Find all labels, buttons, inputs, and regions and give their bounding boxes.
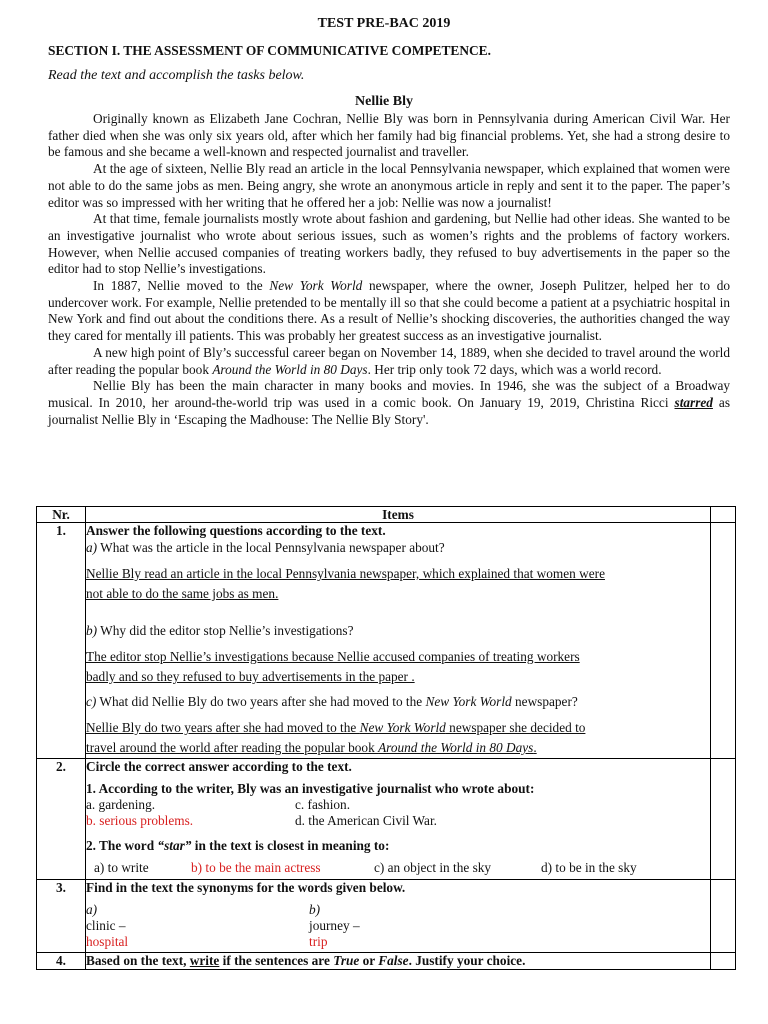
score-cell	[711, 759, 736, 880]
option-c[interactable]: c. fashion.	[295, 797, 351, 812]
synonym-a-answer[interactable]: hospital	[86, 934, 129, 949]
paragraph-1: Originally known as Elizabeth Jane Cochran, Nellie Bly was born in Pennsylvania during American Civil War. Her father died when she was only six years old, after which her family had big financial problems. Yet, she had a strong desire to be famous and she became a well-known and respected journalist and traveller.	[48, 111, 730, 160]
answer-b[interactable]: The editor stop Nellie’s investigations because Nellie accused companies of treating workers badly and so they refused to buy advertisements in the paper .	[86, 649, 580, 684]
score-cell	[711, 880, 736, 953]
option-a[interactable]: a. gardening.	[86, 797, 156, 812]
item-2-content	[86, 759, 711, 880]
item-1-content	[86, 523, 711, 759]
options-row-2	[86, 813, 710, 829]
test-title: TEST PRE-BAC 2019	[317, 16, 451, 31]
option-d[interactable]: d. the American Civil War.	[295, 813, 437, 828]
paragraph-6: Nellie Bly has been the main character in many books and movies. In 1946, she was the subject of a Broadway musical. In 2010, her around-the-world trip was used in a comic book. On January 19, 2019, Christina Ricci starred as journalist Nellie Bly in ‘Escaping the Madhouse: The Nellie Bly Story'.	[48, 378, 730, 427]
story-title: Nellie Bly	[355, 94, 413, 109]
item-row-3	[37, 880, 736, 953]
item-number: 3.	[37, 880, 86, 953]
option-object-sky[interactable]: c) an object in the sky	[374, 860, 492, 875]
item-4-prompt: Based on the text, write if the sentences are True or False. Justify your choice.	[86, 953, 711, 970]
paragraph-2: At the age of sixteen, Nellie Bly read an article in the local Pennsylvania newspaper, which explained that women were not able to do the same jobs as men. Being angry, she wrote an anonymous article in reply and sent it to the paper. The paper’s editor was so impressed with her writing that he offered her a job: Nellie was now a journalist!	[48, 161, 730, 210]
col-nr-header: Nr.	[37, 507, 86, 523]
paragraph-3: At that time, female journalists mostly wrote about fashion and gardening, but Nellie had other ideas. She wanted to be an investigative journalist who wrote about serious issues, such as women’s rights and the problems of factory workers. However, when Nellie accused companies of treating workers badly, they refused to buy advertisements in the paper so the editor had to stop Nellie’s investigations.	[48, 211, 730, 277]
option-main-actress-selected[interactable]: b) to be the main actress	[191, 860, 321, 875]
instruction-text: Read the text and accomplish the tasks below.	[48, 68, 305, 83]
item-3-prompt: Find in the text the synonyms for the words given below.	[86, 880, 406, 895]
answer-c[interactable]: Nellie Bly do two years after she had moved to the New York World newspaper she decided to travel around the world after reading the popular book Around the World in 80 Days.	[86, 720, 586, 755]
item-row-4	[37, 953, 736, 970]
item-1-prompt: Answer the following questions according to the text.	[86, 523, 386, 538]
table-header-row	[37, 507, 736, 523]
item-3-content	[86, 880, 711, 953]
item-row-2	[37, 759, 736, 880]
option-be-sky[interactable]: d) to be in the sky	[541, 860, 637, 875]
story-text	[48, 111, 730, 428]
score-cell	[711, 523, 736, 759]
options-row-3	[86, 860, 710, 876]
answer-a[interactable]: Nellie Bly read an article in the local Pennsylvania newspaper, which explained that women were not able to do the same jobs as men.	[86, 566, 605, 601]
synonym-b: b) journey – trip	[309, 902, 360, 949]
option-b-selected[interactable]: b. serious problems.	[86, 813, 194, 828]
starred-word: starred	[674, 394, 713, 410]
score-cell	[711, 953, 736, 970]
items-table	[36, 506, 736, 970]
score-cell	[711, 507, 736, 523]
col-items-header: Items	[86, 507, 711, 523]
section-heading: SECTION I. THE ASSESSMENT OF COMMUNICATIVE COMPETENCE.	[48, 43, 491, 58]
question-c: c) What did Nellie Bly do two years after she had moved to the New York World newspaper?	[86, 694, 578, 709]
options-row-1	[86, 797, 710, 813]
paragraph-4: In 1887, Nellie moved to the New York World newspaper, where the owner, Joseph Pulitzer, helped her to do undercover work. For example, Nellie pretended to be mentally ill so that she could become a patient at a psychiatric hospital in New York and find out about the conditions there. As a result of Nellie’s shocking discoveries, the authorities changed the way they cared for mentally ill patients. This was probably her greatest success as an investigative journalist.	[48, 278, 730, 344]
item-number: 2.	[37, 759, 86, 880]
paragraph-5: A new high point of Bly’s successful career began on November 14, 1889, when she decided to travel around the world after reading the popular book Around the World in 80 Days. Her trip only took 72 days, which was a world record.	[48, 344, 730, 377]
item-number: 1.	[37, 523, 86, 759]
sub-question-1: 1. According to the writer, Bly was an investigative journalist who wrote about:	[86, 781, 535, 796]
synonym-a: a) clinic – hospital	[86, 902, 309, 950]
synonym-row	[86, 902, 710, 950]
synonym-b-answer[interactable]: trip	[309, 934, 328, 949]
option-write[interactable]: a) to write	[94, 860, 149, 875]
item-number: 4.	[37, 953, 86, 970]
item-2-prompt: Circle the correct answer according to the text.	[86, 759, 352, 774]
question-a: a) What was the article in the local Pennsylvania newspaper about?	[86, 540, 445, 555]
sub-question-2: 2. The word “star” in the text is closest in meaning to:	[86, 838, 390, 853]
question-b: b) Why did the editor stop Nellie’s investigations?	[86, 623, 354, 638]
item-row-1	[37, 523, 736, 759]
